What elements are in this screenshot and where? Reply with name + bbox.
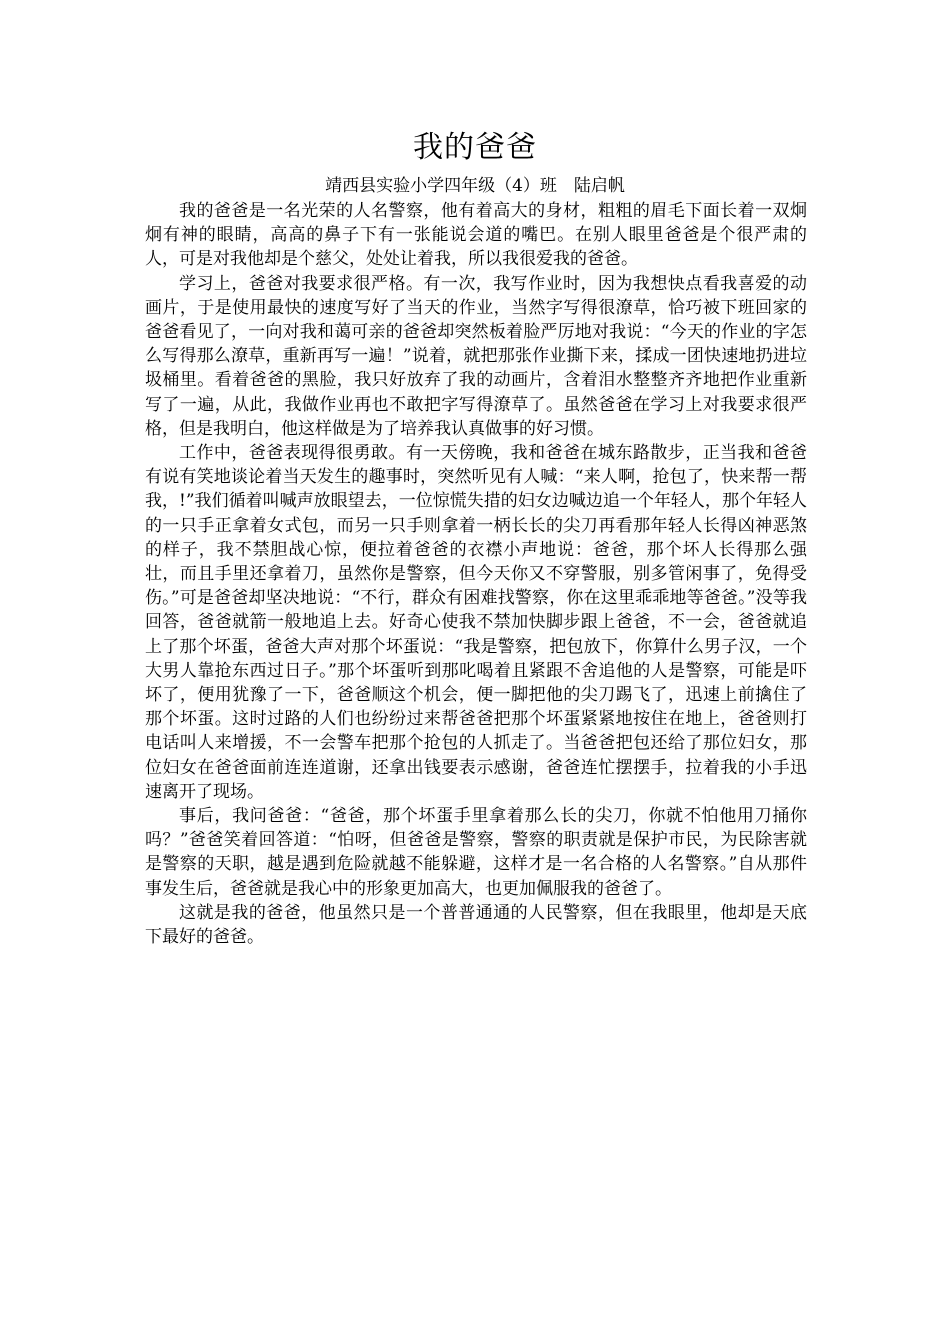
paragraph-1: 我的爸爸是一名光荣的人名警察，他有着高大的身材，粗粗的眉毛下面长着一双炯炯有神的眼睛，高高的鼻子下有一张能说会道的嘴巴。在别人眼里爸爸是个很严肃的人，可是对我他却是个慈父，处处让着我，所以我很爱我的爸爸。 <box>145 201 807 270</box>
paragraph-3: 工作中，爸爸表现得很勇敢。有一天傍晚，我和爸爸在城东路散步，正当我和爸爸有说有笑地谈论着当天发生的趣事时，突然听见有人喊：“来人啊，抢包了，快来帮一帮我，!”我们循着叫喊声放眼望去，一位惊慌失措的妇女边喊边追一个年轻人，那个年轻人的一只手正拿着女式包，而另一只手则拿着一柄长长的尖刀再看那年轻人长得凶神恶煞的样子，我不禁胆战心惊，便拉着爸爸的衣襟小声地说：爸爸，那个坏人长得那么强壮，而且手里还拿着刀，虽然你是警察，但今天你又不穿警服，别多管闲事了，免得受伤。”可是爸爸却坚决地说：“不行，群众有困难找警察，你在这里乖乖地等爸爸。”没等我回答，爸爸就箭一般地追上去。好奇心使我不禁加快脚步跟上爸爸，不一会，爸爸就追上了那个坏蛋，爸爸大声对那个坏蛋说：“我是警察，把包放下，你算什么男子汉，一个大男人靠抢东西过日子。”那个坏蛋听到那叱喝着且紧跟不舍追他的人是警察，可能是吓坏了，便用犹豫了一下，爸爸顺这个机会，便一脚把他的尖刀踢飞了，迅速上前擒住了那个坏蛋。这时过路的人们也纷纷过来帮爸爸把那个坏蛋紧紧地按住在地上，爸爸则打电话叫人来增援，不一会警车把那个抢包的人抓走了。当爸爸把包还给了那位妇女，那位妇女在爸爸面前连连道谢，还拿出钱要表示感谢，爸爸连忙摆摆手，拉着我的小手迅速离开了现场。 <box>145 443 807 802</box>
paragraph-2: 学习上，爸爸对我要求很严格。有一次，我写作业时，因为我想快点看我喜爱的动画片，于是使用最快的速度写好了当天的作业，当然字写得很潦草，恰巧被下班回家的爸爸看见了，一向对我和蔼可亲的爸爸却突然板着脸严厉地对我说：“今天的作业的字怎么写得那么潦草，重新再写一遍！”说着，就把那张作业撕下来，揉成一团快速地扔进垃圾桶里。看着爸爸的黑脸，我只好放弃了我的动画片，含着泪水整整齐齐地把作业重新写了一遍，从此，我做作业再也不敢把字写得潦草了。虽然爸爸在学习上对我要求很严格，但是我明白，他这样做是为了培养我认真做事的好习惯。 <box>145 273 807 439</box>
paragraph-4: 事后，我问爸爸：“爸爸，那个坏蛋手里拿着那么长的尖刀，你就不怕他用刀捅你吗？”爸爸笑着回答道：“怕呀，但爸爸是警察，警察的职责就是保护市民，为民除害就是警察的天职，越是遇到危险就越不能躲避，这样才是一名合格的人名警察。”自从那件事发生后，爸爸就是我心中的形象更加高大，也更加佩服我的爸爸了。 <box>145 806 807 899</box>
author-byline: 靖西县实验小学四年级（4）班 陆启帆 <box>325 176 625 196</box>
document-body <box>145 199 807 949</box>
paragraph-5: 这就是我的爸爸，他虽然只是一个普普通通的人民警察，但在我眼里，他却是天底下最好的爸爸。 <box>145 902 807 948</box>
document-title: 我的爸爸 <box>413 130 537 165</box>
